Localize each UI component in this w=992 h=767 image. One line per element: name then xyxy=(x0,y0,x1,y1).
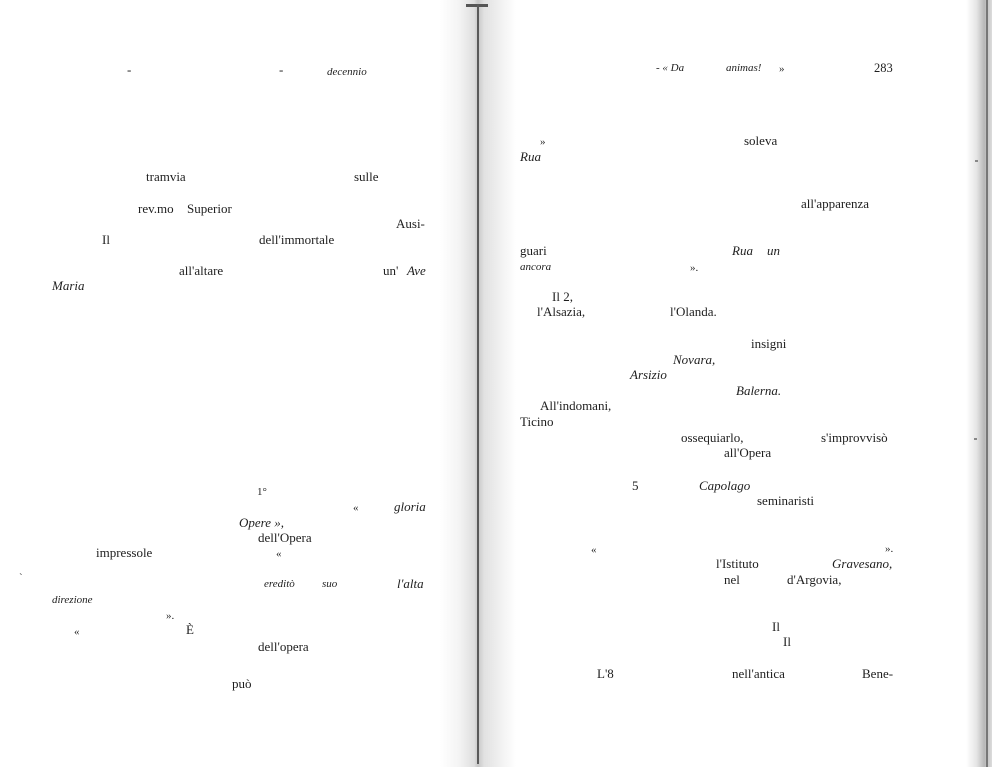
word: sulle xyxy=(354,169,379,184)
word: seminaristi xyxy=(757,493,815,508)
word: Capolago xyxy=(699,478,751,493)
word: Balerna. xyxy=(736,383,782,398)
word: ossequiarlo, xyxy=(681,430,744,445)
word: Novara, xyxy=(673,352,716,367)
word: ereditò xyxy=(264,578,295,590)
word: l'Alsazia, xyxy=(537,304,586,319)
word: 5 xyxy=(632,478,639,493)
word: Il xyxy=(772,619,780,634)
word: Ausi- xyxy=(396,216,425,231)
word: dell'Opera xyxy=(258,530,312,545)
word: nell'antica xyxy=(732,666,785,681)
word: d'Argovia, xyxy=(787,572,842,587)
header-dash: - xyxy=(279,62,284,77)
word: Ticino xyxy=(520,414,554,429)
word: All'indomani, xyxy=(540,398,612,413)
word: Rua xyxy=(732,243,753,258)
page-edge-line xyxy=(986,0,988,767)
word: Superior xyxy=(187,201,232,216)
running-title: animas! xyxy=(726,62,762,74)
scan-speck xyxy=(975,160,978,162)
word: È xyxy=(186,622,194,637)
word: guari xyxy=(520,243,547,258)
book-spine-line xyxy=(477,4,479,764)
word: insigni xyxy=(751,336,787,351)
word: tramvia xyxy=(146,169,186,184)
word: Il 2, xyxy=(552,289,573,304)
word: all'apparenza xyxy=(801,196,870,211)
word: l'alta xyxy=(397,576,424,591)
word: può xyxy=(232,676,252,691)
word: un' xyxy=(383,263,399,278)
page-number: 283 xyxy=(874,61,893,75)
word: ancora xyxy=(520,261,552,273)
header-dash: - xyxy=(127,62,132,77)
word: « xyxy=(591,544,597,556)
word: Gravesano, xyxy=(832,556,893,571)
scan-speck xyxy=(974,438,977,440)
running-title: » xyxy=(779,63,785,75)
word: suo xyxy=(322,578,338,590)
word: nel xyxy=(724,572,740,587)
word: Bene- xyxy=(862,666,894,681)
word: impressole xyxy=(96,545,153,560)
word: all'Opera xyxy=(724,445,772,460)
word: soleva xyxy=(744,133,778,148)
word: ». xyxy=(885,543,894,555)
word: Arsizio xyxy=(630,367,667,382)
word: l'Olanda. xyxy=(670,304,717,319)
word: ` xyxy=(19,572,23,584)
word: « xyxy=(74,626,80,638)
word: s'improvvisò xyxy=(821,430,888,445)
word: dell'opera xyxy=(258,639,309,654)
running-title: decennio xyxy=(327,66,367,78)
word: rev.mo xyxy=(138,201,174,216)
word: all'altare xyxy=(179,263,224,278)
word: » xyxy=(540,136,546,148)
word: Opere », xyxy=(239,515,285,530)
word: Il xyxy=(102,232,110,247)
word: un xyxy=(767,243,780,258)
word: Ave xyxy=(407,263,426,278)
word: direzione xyxy=(52,594,93,606)
word: ». xyxy=(690,262,699,274)
page-edge-shadow xyxy=(966,0,992,767)
word: Rua xyxy=(520,149,541,164)
word: l'Istituto xyxy=(716,556,759,571)
word: L'8 xyxy=(597,666,614,681)
word: « xyxy=(353,502,359,514)
word: gloria xyxy=(394,499,426,514)
word: ». xyxy=(166,610,175,622)
word: Il xyxy=(783,634,791,649)
word: dell'immortale xyxy=(259,232,335,247)
word: 1° xyxy=(257,486,267,498)
word: Maria xyxy=(52,278,85,293)
running-title: - « Da xyxy=(656,62,685,74)
word: « xyxy=(276,548,282,560)
